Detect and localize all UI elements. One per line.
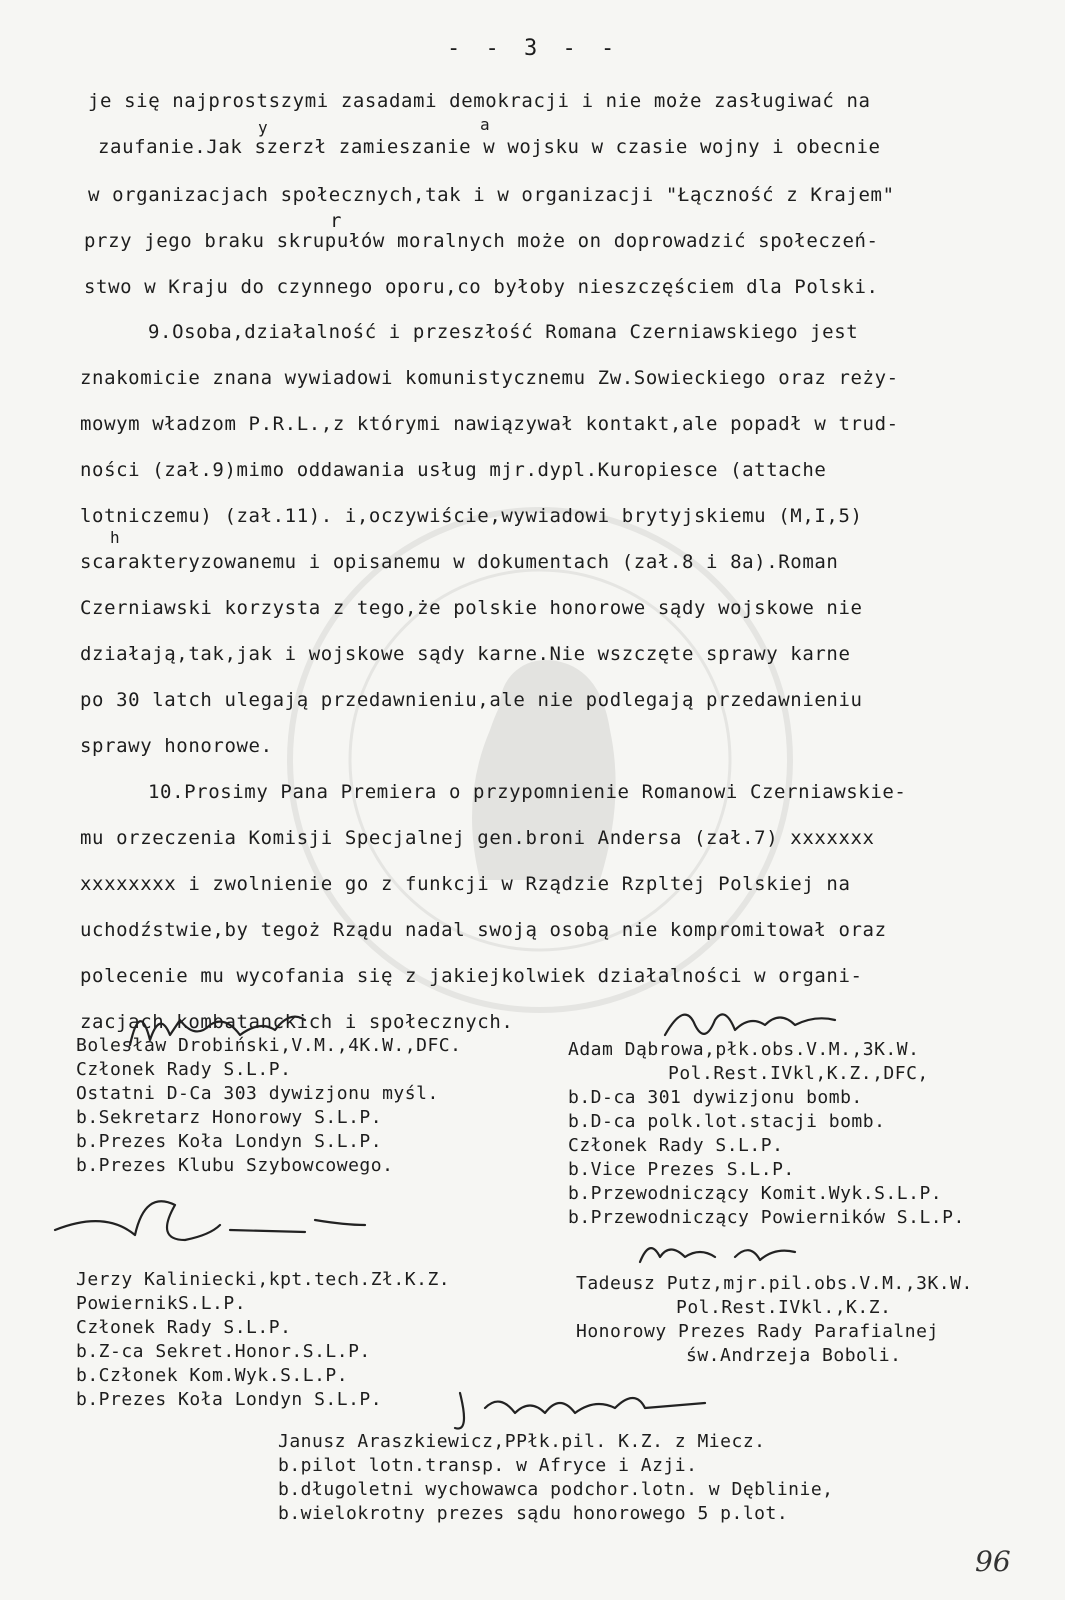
signatory-line: Honorowy Prezes Rady Parafialnej	[576, 1321, 939, 1342]
body-line: zaufanie.Jak szerzł zamieszanie w wojsku w czasie wojny i obecnie	[98, 136, 881, 158]
putz-signature	[630, 1232, 800, 1272]
araszkiewicz-signature	[445, 1378, 715, 1438]
body-line: po 30 latch ulegają przedawnieniu,ale nie podlegają przedawnieniu	[80, 689, 863, 711]
signatory-line: Tadeusz Putz,mjr.pil.obs.V.M.,3K.W.	[576, 1273, 973, 1294]
kaliniecki-signature	[45, 1180, 385, 1270]
signatory-line: PowiernikS.L.P.	[76, 1293, 247, 1314]
signatory-line: b.Prezes Koła Londyn S.L.P.	[76, 1389, 383, 1410]
signatory-line: b.Przewodniczący Powierników S.L.P.	[568, 1207, 965, 1228]
body-line: polecenie mu wycofania się z jakiejkolwiek działalności w organi-	[80, 965, 863, 987]
body-line: mu orzeczenia Komisji Specjalnej gen.broni Andersa (zał.7) xxxxxxx	[80, 827, 875, 849]
signatory-line: Pol.Rest.IVkl,K.Z.,DFC,	[668, 1063, 929, 1084]
body-line: uchodźstwie,by tegoż Rządu nadal swoją osobą nie kompromitował oraz	[80, 919, 887, 941]
page-number: - - 3 - -	[447, 36, 621, 61]
signatory-line: Bolesław Drobiński,V.M.,4K.W.,DFC.	[76, 1035, 462, 1056]
signatory-line: Jerzy Kaliniecki,kpt.tech.Zł.K.Z.	[76, 1269, 451, 1290]
signatory-line: b.Vice Prezes S.L.P.	[568, 1159, 795, 1180]
signatory-line: św.Andrzeja Boboli.	[686, 1345, 902, 1366]
signatory-line: Członek Rady S.L.P.	[568, 1135, 784, 1156]
signatory-line: Ostatni D-Ca 303 dywizjonu myśl.	[76, 1083, 439, 1104]
body-line: działają,tak,jak i wojskowe sądy karne.Nie wszczęte sprawy karne	[80, 643, 851, 665]
signatory-line: Janusz Araszkiewicz,PPłk.pil. K.Z. z Miecz.	[278, 1431, 766, 1452]
body-line: scarakteryzowanemu i opisanemu w dokumentach (zał.8 i 8a).Roman	[80, 551, 839, 573]
signatory-line: b.Prezes Klubu Szybowcowego.	[76, 1155, 394, 1176]
signatory-line: Członek Rady S.L.P.	[76, 1317, 292, 1338]
signatory-line: Pol.Rest.IVkl.,K.Z.	[676, 1297, 892, 1318]
body-line: xxxxxxxx i zwolnienie go z funkcji w Rządzie Rzpltej Polskiej na	[80, 873, 851, 895]
body-line: ności (zał.9)mimo oddawania usług mjr.dypl.Kuropiesce (attache	[80, 459, 827, 481]
signatory-line: b.Przewodniczący Komit.Wyk.S.L.P.	[568, 1183, 943, 1204]
body-line: lotniczemu) (zał.11). i,oczywiście,wywiadowi brytyjskiemu (M,I,5)	[80, 505, 863, 527]
signatory-line: b.D-ca polk.lot.stacji bomb.	[568, 1111, 886, 1132]
handwritten-page-number: 96	[975, 1545, 1011, 1578]
museum-watermark-seal	[280, 500, 800, 1020]
signatory-line: b.pilot lotn.transp. w Afryce i Azji.	[278, 1455, 698, 1476]
body-line: 10.Prosimy Pana Premiera o przypomnienie Romanowi Czerniawskie-	[148, 781, 907, 803]
signatory-line: b.wielokrotny prezes sądu honorowego 5 p.lot.	[278, 1503, 789, 1524]
correction-mark: r	[330, 210, 342, 232]
body-line: Czerniawski korzysta z tego,że polskie honorowe sądy wojskowe nie	[80, 597, 863, 619]
body-line: sprawy honorowe.	[80, 735, 273, 757]
signatory-line: b.Sekretarz Honorowy S.L.P.	[76, 1107, 383, 1128]
body-line: w organizacjach społecznych,tak i w organizacji "Łączność z Krajem"	[88, 184, 895, 206]
correction-mark: h	[110, 528, 120, 547]
body-line: zacjach kombatanckich i społecznych.	[80, 1011, 514, 1033]
signatory-line: Członek Rady S.L.P.	[76, 1059, 292, 1080]
body-line: 9.Osoba,działalność i przeszłość Romana Czerniawskiego jest	[148, 321, 859, 343]
body-line: znakomicie znana wywiadowi komunistycznemu Zw.Sowieckiego oraz reży-	[80, 367, 899, 389]
signatory-line: b.długoletni wychowawca podchor.lotn. w Dęblinie,	[278, 1479, 834, 1500]
signatory-line: b.Członek Kom.Wyk.S.L.P.	[76, 1365, 349, 1386]
body-line: mowym władzom P.R.L.,z którymi nawiązywał kontakt,ale popadł w trud-	[80, 413, 899, 435]
signatory-line: b.D-ca 301 dywizjonu bomb.	[568, 1087, 863, 1108]
signatory-line: b.Prezes Koła Londyn S.L.P.	[76, 1131, 383, 1152]
body-line: stwo w Kraju do czynnego oporu,co byłoby nieszczęściem dla Polski.	[84, 276, 879, 298]
correction-mark: a	[480, 115, 490, 134]
body-line: je się najprostszymi zasadami demokracji i nie może zasługiwać na	[88, 90, 871, 112]
body-line: przy jego braku skrupułów moralnych może on doprowadzić społeczeń-	[84, 230, 879, 252]
signatory-line: Adam Dąbrowa,płk.obs.V.M.,3K.W.	[568, 1039, 920, 1060]
signatory-line: b.Z-ca Sekret.Honor.S.L.P.	[76, 1341, 371, 1362]
correction-mark: y	[258, 118, 268, 137]
